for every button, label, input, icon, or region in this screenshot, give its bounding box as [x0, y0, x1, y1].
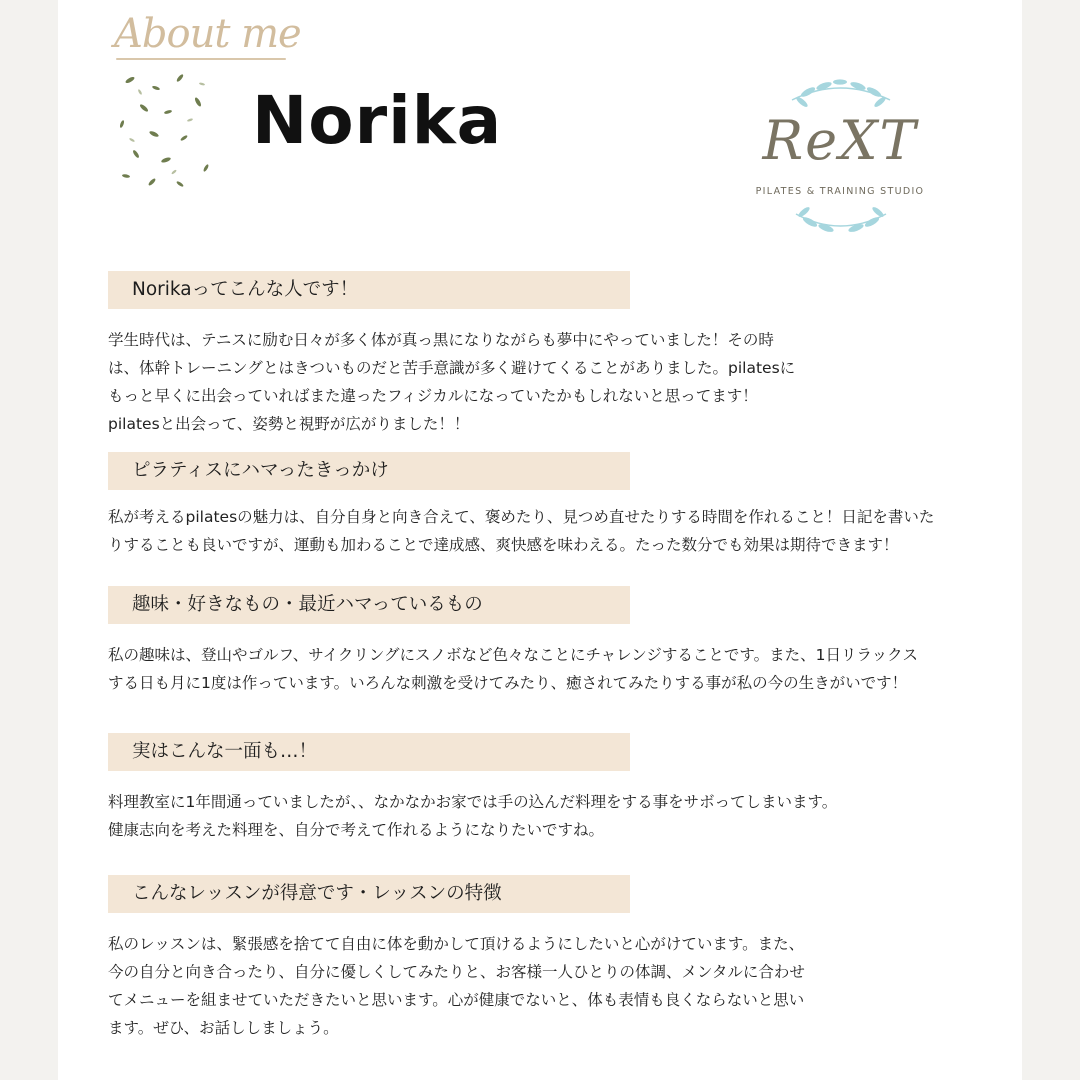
body-line: 私のレッスンは、緊張感を捨てて自由に体を動かして頂けるようにしたいと心がけています。また、 — [108, 935, 805, 953]
body-line: する日も月に1度は作っています。いろんな刺激を受けてみたり、癒されてみたりする事が私の今の生きがいです！ — [108, 674, 908, 692]
body-line: もっと早くに出会っていればまた違ったフィジカルになっていたかもしれないと思ってます！ — [108, 387, 758, 405]
body-line: りすることも良いですが、運動も加わることで達成感、爽快感を味わえる。たった数分でも効果は期待できます！ — [108, 536, 899, 554]
section-body-pilates-trigger — [108, 503, 1008, 559]
body-line: 私の趣味は、登山やゴルフ、サイクリングにスノボなど色々なことにチャレンジすることです。また、1日リラックス — [108, 646, 918, 664]
section-body-another-side — [108, 788, 1008, 844]
studio-logo-title: ReXT — [762, 109, 918, 172]
section-heading-another-side: 実はこんな一面も…！ — [108, 733, 630, 771]
section-body-lesson-style — [108, 930, 1008, 1042]
section-heading-lesson-style: こんなレッスンが得意です・レッスンの特徴 — [108, 875, 630, 913]
section-heading-hobbies: 趣味・好きなもの・最近ハマっているもの — [108, 586, 630, 624]
body-line: 今の自分と向き合ったり、自分に優しくしてみたりと、お客様一人ひとりの体調、メンタルに合わせ — [108, 963, 805, 981]
body-line: 健康志向を考えた料理を、自分で考えて作れるようになりたいですね。 — [108, 821, 605, 839]
section-body-hobbies — [108, 641, 1008, 697]
body-line: pilatesと出会って、姿勢と視野が広がりました！！ — [108, 415, 470, 433]
section-heading-pilates-trigger: ピラティスにハマったきっかけ — [108, 452, 630, 490]
body-line: てメニューを組ませていただきたいと思います。心が健康でないと、体も表情も良くならないと思い — [108, 991, 805, 1009]
body-line: 私が考えるpilatesの魅力は、自分自身と向き合えて、褒めたり、見つめ直せたりする時間を作れること！日記を書いた — [108, 508, 935, 526]
studio-logo-subtitle: PILATES & TRAINING STUDIO — [755, 186, 925, 197]
body-line: ます。ぜひ、お話ししましょう。 — [108, 1019, 339, 1037]
body-line: は、体幹トレーニングとはきついものだと苦手意識が多く避けてくることがありました。pilatesに — [108, 359, 796, 377]
scattered-leaves-icon — [110, 72, 222, 194]
section-heading-personality: Norikaってこんな人です！ — [108, 271, 630, 309]
about-me-label: About me — [114, 11, 301, 57]
body-line: 学生時代は、テニスに励む日々が多く体が真っ黒になりながらも夢中にやっていました！その時 — [108, 331, 774, 349]
studio-logo — [740, 70, 940, 240]
about-me-underline — [116, 58, 286, 60]
section-body-personality — [108, 326, 1008, 438]
instructor-name: Norika — [252, 82, 503, 159]
body-line: 料理教室に1年間通っていましたが、、なかなかお家では手の込んだ料理をする事をサボってしまいます。 — [108, 793, 838, 811]
